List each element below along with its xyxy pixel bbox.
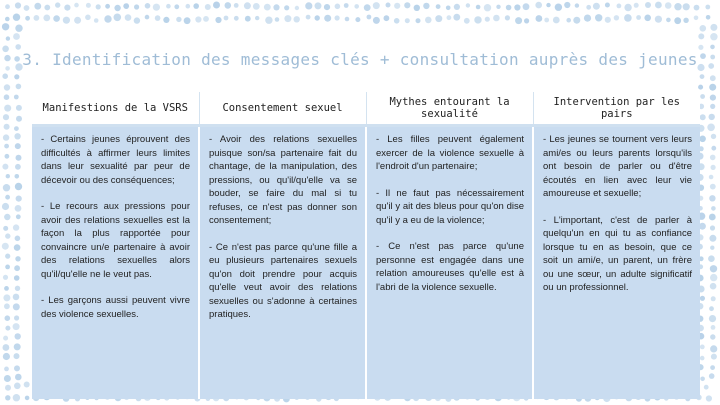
decoration-dot <box>710 283 717 290</box>
decoration-dot <box>5 4 10 9</box>
decoration-dot <box>710 184 716 190</box>
decoration-dot <box>614 15 619 20</box>
decoration-dot <box>694 5 700 11</box>
decoration-dot <box>203 16 209 22</box>
decoration-dot <box>4 94 10 100</box>
decoration-dot <box>710 274 717 281</box>
decoration-dot <box>163 17 169 23</box>
decoration-dot <box>709 175 714 180</box>
decoration-dot <box>665 2 672 9</box>
decoration-dot <box>5 233 10 238</box>
decoration-dot <box>506 5 512 11</box>
decoration-dot <box>344 3 349 8</box>
decoration-dot <box>335 4 341 10</box>
decoration-dot <box>85 14 91 20</box>
decoration-dot <box>14 95 19 100</box>
decoration-dot <box>466 3 470 7</box>
decoration-dot <box>710 365 715 370</box>
decoration-dot <box>564 2 570 8</box>
decoration-dot <box>546 3 550 7</box>
decoration-dot <box>16 196 22 202</box>
decoration-dot <box>305 2 312 9</box>
decoration-dot <box>134 4 139 9</box>
decoration-dot <box>566 18 571 23</box>
decoration-dot <box>447 15 452 20</box>
decoration-dot <box>364 4 371 11</box>
decoration-dot <box>225 2 232 9</box>
decoration-dot <box>666 18 671 23</box>
decoration-dot <box>536 15 543 22</box>
decoration-dot <box>3 336 8 341</box>
decoration-dot <box>453 14 460 21</box>
decoration-dot <box>414 5 420 11</box>
decoration-dot <box>710 345 717 352</box>
list-item: - Les filles peuvent également exercer de la violence sexuelle à l'endroit d'un partenaire; <box>376 134 524 172</box>
cell-manifestations <box>32 126 199 400</box>
decoration-dot <box>535 2 542 9</box>
slide-title: 3. Identification des messages clés + consultation auprès des jeunes <box>22 50 698 69</box>
decoration-dot <box>6 36 10 40</box>
decoration-dot <box>605 17 611 23</box>
decoration-dot <box>315 2 322 9</box>
decoration-dot <box>394 3 400 9</box>
decoration-dot <box>386 3 391 8</box>
decoration-dot <box>265 17 272 24</box>
decoration-dot <box>145 15 150 20</box>
decoration-dot <box>5 254 10 259</box>
decoration-dot <box>134 17 140 23</box>
decoration-dot <box>63 17 70 24</box>
decoration-dot <box>5 17 10 22</box>
list-item: - Avoir des relations sexuelles puisque son/sa partenaire fait du chantage, de la manipulation, des pressions, ou qu'il/qu'elle va se bouder, se faire du mal si tu refuses, ce n'est pas donner son consentement; <box>209 134 357 226</box>
decoration-dot <box>125 14 132 21</box>
decoration-dot <box>4 214 10 220</box>
decoration-dot <box>707 124 715 132</box>
column-header-intervention: Intervention par les pairs <box>533 92 700 126</box>
decoration-dot <box>15 143 21 149</box>
decoration-dot <box>655 2 662 9</box>
decoration-dot <box>53 15 60 22</box>
decoration-dot <box>14 365 20 371</box>
decoration-dot <box>195 16 201 22</box>
decoration-dot <box>224 16 229 21</box>
decoration-dot <box>575 3 579 7</box>
decoration-dot <box>644 14 651 21</box>
decoration-dot <box>14 133 20 139</box>
decoration-dot <box>186 4 191 9</box>
table-header-row <box>32 92 700 126</box>
decoration-dot <box>708 255 715 262</box>
decoration-dot <box>706 395 712 401</box>
decoration-dot <box>711 325 716 330</box>
decoration-dot <box>96 4 101 9</box>
decoration-dot <box>284 15 291 22</box>
decoration-dot <box>711 354 717 360</box>
list-item: - Certains jeunes éprouvent des difficultés à affirmer leurs limites dans leur sexualité par peur de décevoir ou des conséquences; <box>41 134 190 186</box>
decoration-dot <box>25 396 30 401</box>
list-item: - L'important, c'est de parler à quelqu'un en qui tu as confiance lorsque tu en as besoin, que ce soit un ami/e, un parent, un frère ou une sœur, un adulte significatif ou un professionnel. <box>543 214 692 293</box>
decoration-dot <box>4 105 11 112</box>
decoration-dot <box>605 3 610 8</box>
decoration-dot <box>710 33 717 40</box>
decoration-dot <box>514 4 520 10</box>
decoration-dot <box>55 2 60 7</box>
decoration-dot <box>416 18 421 23</box>
decoration-dot <box>176 17 181 22</box>
decoration-dot <box>709 315 716 322</box>
decoration-dot <box>705 5 710 10</box>
decoration-dot <box>454 4 460 10</box>
list-item: - Ce n'est pas parce qu'une personne est engagée dans une relation amoureuses qu'elle est à l'abri de la violence sexuelle. <box>376 241 524 293</box>
decoration-dot <box>14 353 20 359</box>
decoration-dot <box>104 15 111 22</box>
decoration-dot <box>636 15 641 20</box>
decoration-dot <box>13 394 20 401</box>
decoration-dot <box>275 17 280 22</box>
decoration-dot <box>555 3 562 10</box>
decoration-dot <box>5 326 10 331</box>
decoration-dot <box>700 296 705 301</box>
decoration-dot <box>634 3 639 8</box>
decoration-dot <box>86 3 91 8</box>
decoration-dot <box>709 84 716 91</box>
cell-mythes <box>366 126 533 400</box>
column-header-manifestations: Manifestions de la VSRS <box>32 92 199 126</box>
decoration-dot <box>114 5 120 11</box>
decoration-dot <box>384 15 390 21</box>
decoration-dot <box>44 5 50 11</box>
decoration-dot <box>710 45 715 50</box>
decoration-dot <box>700 25 707 32</box>
decoration-dot <box>153 4 160 11</box>
decoration-dot <box>15 25 22 32</box>
decoration-dot <box>4 375 11 382</box>
decoration-dot <box>5 315 11 321</box>
decoration-dot <box>700 74 705 79</box>
decoration-dot <box>700 94 705 99</box>
decoration-dot <box>244 2 251 9</box>
decoration-dot <box>711 146 716 151</box>
decoration-dot <box>273 4 279 10</box>
decoration-dot <box>354 4 359 9</box>
decoration-dot <box>710 75 716 81</box>
list-item: - Les jeunes se tournent vers leurs ami/es ou leurs parents lorsqu'ils ont besoin de parler ou d'être écoutés en lien avec leur vie amoureuse et sexuelle; <box>543 134 692 199</box>
decoration-dot <box>114 13 122 21</box>
decoration-dot <box>624 14 632 22</box>
decoration-dot <box>709 114 715 120</box>
decoration-dot <box>485 17 490 22</box>
decoration-dot <box>373 17 380 24</box>
decoration-dot <box>3 114 9 120</box>
list-item: - Le recours aux pressions pour avoir des relations sexuelles est la façon la plus rapportée pour convaincre un/e partenaire à avoir des relations sexuelles alors qu'il/qu'elle ne le veut pas. <box>41 201 190 280</box>
decoration-dot <box>674 3 681 10</box>
decoration-dot <box>14 74 19 79</box>
decoration-dot <box>205 4 211 10</box>
decoration-dot <box>15 333 21 339</box>
decoration-dot <box>264 4 271 11</box>
decoration-dot <box>16 84 22 90</box>
decoration-dot <box>5 265 10 270</box>
decoration-dot <box>394 18 400 24</box>
decoration-dot <box>14 244 21 251</box>
decoration-dot <box>698 33 704 39</box>
decoration-dot <box>123 3 129 9</box>
decoration-dot <box>255 16 259 20</box>
decoration-dot <box>5 395 10 400</box>
decoration-dot <box>184 17 191 24</box>
decoration-dot <box>2 23 9 30</box>
decoration-dot <box>474 16 481 23</box>
decoration-dot <box>174 4 179 9</box>
decoration-dot <box>24 5 30 11</box>
decoration-dot <box>573 17 580 24</box>
decoration-dot <box>3 275 8 280</box>
decoration-dot <box>74 3 79 8</box>
decoration-dot <box>155 15 161 21</box>
decoration-dot <box>710 334 715 339</box>
decoration-dot <box>213 2 220 9</box>
decoration-dot <box>553 17 560 24</box>
decoration-dot <box>700 345 705 350</box>
decoration-dot <box>4 367 9 372</box>
decoration-dot <box>25 16 30 21</box>
decoration-dot <box>4 286 9 291</box>
decoration-dot <box>13 303 20 310</box>
decoration-dot <box>15 236 21 242</box>
decoration-dot <box>709 373 715 379</box>
decoration-dot <box>234 16 239 21</box>
table-row <box>32 126 700 400</box>
decoration-dot <box>699 136 706 143</box>
decoration-dot <box>5 195 10 200</box>
decoration-dot <box>700 114 706 120</box>
decoration-dot <box>166 4 171 9</box>
column-header-consentement: Consentement sexuel <box>199 92 366 126</box>
decoration-dot <box>595 14 602 21</box>
decoration-dot <box>515 17 522 24</box>
list-item: - Il ne faut pas nécessairement qu'il y ait des bleus pour qu'on dise qu'il y a eu de la violence; <box>376 187 524 226</box>
decoration-dot <box>315 15 320 20</box>
decoration-dot <box>683 3 690 10</box>
decoration-dot <box>584 15 591 22</box>
decoration-dot <box>476 5 481 10</box>
decoration-dot <box>193 3 199 9</box>
decoration-dot <box>704 385 709 390</box>
decoration-dot <box>674 17 681 24</box>
decoration-dot <box>3 184 10 191</box>
decoration-dot <box>373 2 380 9</box>
decoration-dot <box>215 17 221 23</box>
decoration-dot <box>14 126 19 131</box>
decoration-dot <box>345 17 350 22</box>
decoration-dot <box>234 3 239 8</box>
decoration-dot <box>355 17 360 22</box>
decoration-dot <box>13 14 20 21</box>
decoration-dot <box>524 18 529 23</box>
decoration-dot <box>16 116 22 122</box>
decoration-dot <box>3 344 10 351</box>
decoration-dot <box>74 17 81 24</box>
decoration-dot <box>3 294 10 301</box>
decoration-dot <box>593 3 600 10</box>
decoration-dot <box>16 214 21 219</box>
decoration-dot <box>15 2 21 8</box>
decoration-dot <box>2 164 8 170</box>
decoration-dot <box>15 256 20 261</box>
decoration-dot <box>13 33 20 40</box>
decoration-dot <box>484 4 491 11</box>
decoration-dot <box>698 85 703 90</box>
decoration-dot <box>4 124 10 130</box>
decoration-dot <box>294 16 300 22</box>
list-item: - Ce n'est pas parce qu'une fille a eu plusieurs partenaires sexuels qu'on doit prendre pour acquis qu'elle veut avoir des relations sexuelles ou s'adonne à certaines pratiques. <box>209 241 357 320</box>
decoration-dot <box>3 226 8 231</box>
decoration-dot <box>2 73 8 79</box>
decoration-dot <box>34 15 40 21</box>
decoration-dot <box>4 144 9 149</box>
decoration-dot <box>5 385 11 391</box>
decoration-dot <box>295 6 299 10</box>
decoration-dot <box>710 246 714 250</box>
decoration-dot <box>709 306 714 311</box>
decoration-dot <box>6 174 10 178</box>
column-header-mythes: Mythes entourant la sexualité <box>366 92 533 126</box>
decoration-dot <box>700 356 705 361</box>
decoration-dot <box>617 4 622 9</box>
decoration-dot <box>711 165 716 170</box>
decoration-dot <box>700 377 705 382</box>
decoration-dot <box>15 205 22 212</box>
decoration-dot <box>16 105 22 111</box>
decoration-dot <box>245 16 251 22</box>
decoration-dot <box>145 3 151 9</box>
decoration-dot <box>367 15 372 20</box>
decoration-dot <box>15 286 20 291</box>
decoration-dot <box>105 4 110 9</box>
decoration-dot <box>709 214 716 221</box>
decoration-dot <box>405 18 410 23</box>
decoration-dot <box>436 4 441 9</box>
decoration-dot <box>5 154 10 159</box>
decoration-dot <box>24 382 30 388</box>
decoration-dot <box>15 374 22 381</box>
decoration-dot <box>3 353 10 360</box>
decoration-dot <box>706 15 711 20</box>
decoration-dot <box>13 224 19 230</box>
decoration-dot <box>15 44 21 50</box>
decoration-dot <box>2 243 9 250</box>
decoration-dot <box>505 15 510 20</box>
decoration-dot <box>423 3 429 9</box>
decoration-dot <box>34 3 41 10</box>
decoration-dot <box>404 2 410 8</box>
cell-intervention <box>533 126 700 400</box>
decoration-dot <box>3 134 9 140</box>
decoration-dot <box>709 235 716 242</box>
decoration-dot <box>710 225 715 230</box>
decoration-dot <box>544 18 549 23</box>
decoration-dot <box>4 303 10 309</box>
decoration-dot <box>711 296 716 301</box>
decoration-dot <box>435 15 442 22</box>
decoration-dot <box>14 265 20 271</box>
decoration-dot <box>694 15 699 20</box>
decoration-dot <box>711 134 716 139</box>
decoration-dot <box>493 15 500 22</box>
decoration-dot <box>4 84 10 90</box>
decoration-dot <box>624 4 631 11</box>
decoration-dot <box>43 15 50 22</box>
decoration-dot <box>709 195 715 201</box>
decoration-dot <box>14 383 21 390</box>
decoration-dot <box>15 183 22 190</box>
decoration-dot <box>14 275 20 281</box>
decoration-dot <box>464 18 470 24</box>
decoration-dot <box>14 343 21 350</box>
decoration-dot <box>446 6 451 11</box>
decoration-dot <box>13 294 20 301</box>
decoration-dot <box>586 5 591 10</box>
key-messages-table <box>32 92 700 399</box>
decoration-dot <box>15 164 21 170</box>
decoration-dot <box>284 5 289 10</box>
decoration-dot <box>645 2 651 8</box>
decoration-dot <box>64 5 70 11</box>
decoration-dot <box>425 17 432 24</box>
list-item: - Les garçons aussi peuvent vivre des violence sexuelles. <box>41 295 190 320</box>
decoration-dot <box>324 4 330 10</box>
decoration-dot <box>683 18 688 23</box>
decoration-dot <box>523 3 530 10</box>
decoration-dot <box>710 95 716 101</box>
decoration-dot <box>335 15 340 20</box>
decoration-dot <box>655 16 662 23</box>
decoration-dot <box>710 104 715 109</box>
decoration-dot <box>710 155 716 161</box>
decoration-dot <box>253 3 260 10</box>
decoration-dot <box>710 24 717 31</box>
decoration-dot <box>16 155 22 161</box>
decoration-dot <box>306 15 311 20</box>
decoration-dot <box>710 265 717 272</box>
decoration-dot <box>324 15 331 22</box>
decoration-dot <box>496 5 500 9</box>
decoration-dot <box>14 315 19 320</box>
cell-consentement <box>199 126 366 400</box>
decoration-dot <box>13 323 20 330</box>
decoration-dot <box>14 174 19 179</box>
decoration-dot <box>2 203 9 210</box>
decoration-dot <box>94 18 99 23</box>
decoration-dot <box>711 206 716 211</box>
